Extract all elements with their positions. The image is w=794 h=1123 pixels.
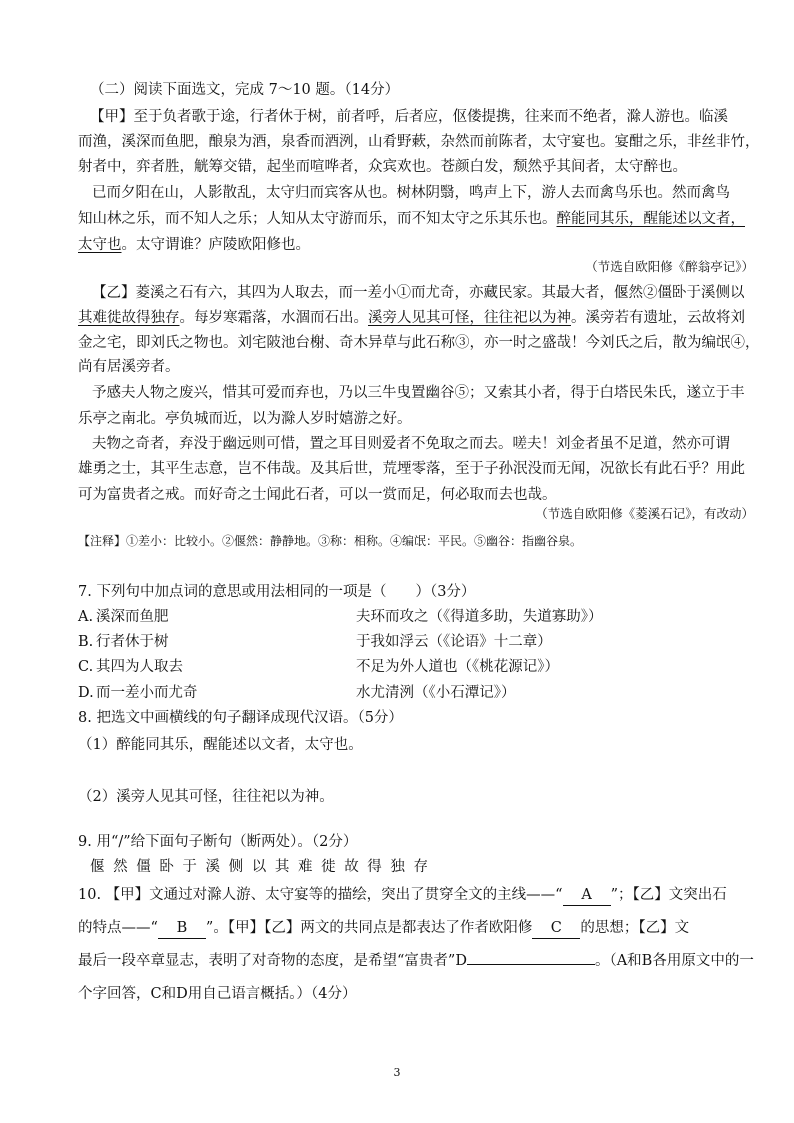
q7-option-c-right: 不足为外人道也（《桃花源记》） xyxy=(356,659,559,675)
q9-stem: 9. 用“/”给下面句子断句（断两处）。（2分） xyxy=(78,834,358,850)
q7-option-d-left: 而一差小而尤奇 xyxy=(96,685,198,701)
q7-option-b-left: 行者休于树 xyxy=(96,634,169,650)
blank-a[interactable]: A xyxy=(563,885,611,906)
q7-option-b-label: B. xyxy=(78,634,94,650)
blank-d[interactable] xyxy=(467,964,595,965)
q10-text-2: 的特点——“ xyxy=(78,920,158,936)
q7-option-b-right: 于我如浮云（《论语》十二章） xyxy=(356,634,552,650)
jia-line-6-text: 。太守谓谁？庐陵欧阳修也。 xyxy=(121,237,310,253)
q7-option-a-right: 夫环而攻之（《得道多助，失道寡助》） xyxy=(356,609,603,625)
q10-line-3 xyxy=(78,951,754,971)
jia-line-6 xyxy=(78,235,310,255)
yi-source: （节选自欧阳修《菱溪石记》，有改动） xyxy=(535,506,754,521)
jia-line-1: 【甲】至于负者歌于途，行者休于树，前者呼，后者应，伛偻提携，往来而不绝者，滁人游也。临溪 xyxy=(90,109,728,125)
yi-line-5: 予感夫人物之废兴，惜其可爱而弃也，乃以三牛曳置幽谷⑤；又索其小者，得于白塔民朱氏，遂立于丰 xyxy=(92,385,745,401)
yi-line-7: 夫物之奇者，弃没于幽远则可惜，置之耳目则爱者不免取之而去。嗟夫！刘金者虽不足道，然亦可谓 xyxy=(92,436,730,452)
q10-line-1 xyxy=(78,885,727,906)
yi-line-3: 金之宅，即刘氏之物也。刘宅陂池台榭、奇木异草与此石称③，亦一时之盛哉！今刘氏之后，散为编氓④， xyxy=(78,335,760,351)
blank-b[interactable]: B xyxy=(158,918,206,939)
q7-option-d-right: 水尤清洌（《小石潭记》） xyxy=(356,685,516,701)
q10-line-4: 个字回答，C和D用自己语言概括。）（4分） xyxy=(78,986,357,1002)
yi-line-6: 乐亭之南北。亭负城而近，以为滁人岁时嬉游之好。 xyxy=(78,411,412,427)
blank-c[interactable]: C xyxy=(532,918,580,939)
yi-line-8: 雄勇之士，其平生志意，岂不伟哉。及其后世，荒堙零落，至于子孙泯没而无闻，况欲长有此石乎？用此 xyxy=(78,461,745,477)
q8-sentence-2: （2）溪旁人见其可怪，往往祀以为神。 xyxy=(78,789,334,805)
yi-line-2-tail: 。溪旁若有遗址，云故将刘 xyxy=(571,310,745,326)
yi-line-2 xyxy=(78,308,745,328)
q7-option-d-label: D. xyxy=(78,685,94,701)
yi-line-4: 尚有居溪旁者。 xyxy=(78,359,180,375)
q10-line-2 xyxy=(78,918,689,939)
yi-line-1: 【乙】菱溪之石有六，其四为人取去，而一差小①而尤奇，亦藏民家。其最大者，偃然②僵卧于溪侧以 xyxy=(92,285,745,301)
yi-line-9: 可为富贵者之戒。而好奇之士闻此石者，可以一赏而足，何必取而去也哉。 xyxy=(78,487,557,503)
page-number: 3 xyxy=(393,1066,401,1079)
q10-text-2c: 的思想；【乙】文 xyxy=(580,920,690,936)
jia-line-3: 射者中，弈者胜，觥筹交错，起坐而喧哗者，众宾欢也。苍颜白发，颓然乎其间者，太守醉也。 xyxy=(78,159,687,175)
q10-text-1: 10. 【甲】文通过对滁人游、太守宴等的描绘，突出了贯穿全文的主线——“ xyxy=(78,887,563,903)
q10-text-3: 最后一段卒章显志，表明了对奇物的态度，是希望“富贵者”D xyxy=(78,953,467,969)
section-header: （二）阅读下面选文，完成 7～10 题。（14分） xyxy=(90,82,400,98)
underlined-sentence-1b: 太守也 xyxy=(78,237,122,253)
q7-option-a-left: 溪深而鱼肥 xyxy=(96,609,169,625)
annotation-notes: 【注释】①差小：比较小。②偃然：静静地。③称：相称。④编氓：平民。⑤幽谷：指幽谷泉。 xyxy=(78,534,583,548)
q9-sentence: 偃 然 僵 卧 于 溪 侧 以 其 难 徙 故 得 独 存 xyxy=(90,859,431,875)
jia-line-2: 而渔，溪深而鱼肥，酿泉为酒，泉香而酒洌，山肴野蔌，杂然而前陈者，太守宴也。宴酣之乐，非丝非竹， xyxy=(78,134,760,150)
underlined-break-sentence: 其难徙故得独存 xyxy=(78,310,180,326)
jia-line-5-text: 知山林之乐，而不知人之乐；人知从太守游而乐，而不知太守之乐其乐也。 xyxy=(78,211,557,227)
underlined-sentence-2: 溪旁人见其可怪，往往祀以为神 xyxy=(368,310,571,326)
jia-line-4: 已而夕阳在山，人影散乱，太守归而宾客从也。树林阴翳，鸣声上下，游人去而禽鸟乐也。然而禽鸟 xyxy=(92,185,730,201)
q10-text-3b: 。（A和B各用原文中的一 xyxy=(594,953,754,969)
q10-text-1b: ”；【乙】文突出石 xyxy=(610,887,727,903)
q7-option-a-label: A. xyxy=(78,609,94,625)
q8-sentence-1: （1）醉能同其乐，醒能述以文者，太守也。 xyxy=(78,737,363,753)
jia-line-5 xyxy=(78,209,745,229)
yi-line-2-text: 。每岁寒霜落，水涸而石出。 xyxy=(179,310,368,326)
q7-option-c-label: C. xyxy=(78,659,94,675)
jia-source: （节选自欧阳修《醉翁亭记》） xyxy=(585,259,754,274)
q8-stem: 8. 把选文中画横线的句子翻译成现代汉语。（5分） xyxy=(78,710,403,726)
q10-text-2b: ”。【甲】【乙】两文的共同点是都表达了作者欧阳修 xyxy=(205,920,533,936)
underlined-sentence-1a: 醉能同其乐，醒能述以文者， xyxy=(556,211,745,227)
q7-stem: 7. 下列句中加点词的意思或用法相同的一项是（ ）（3分） xyxy=(78,584,476,600)
q7-option-c-left: 其四为人取去 xyxy=(96,659,183,675)
